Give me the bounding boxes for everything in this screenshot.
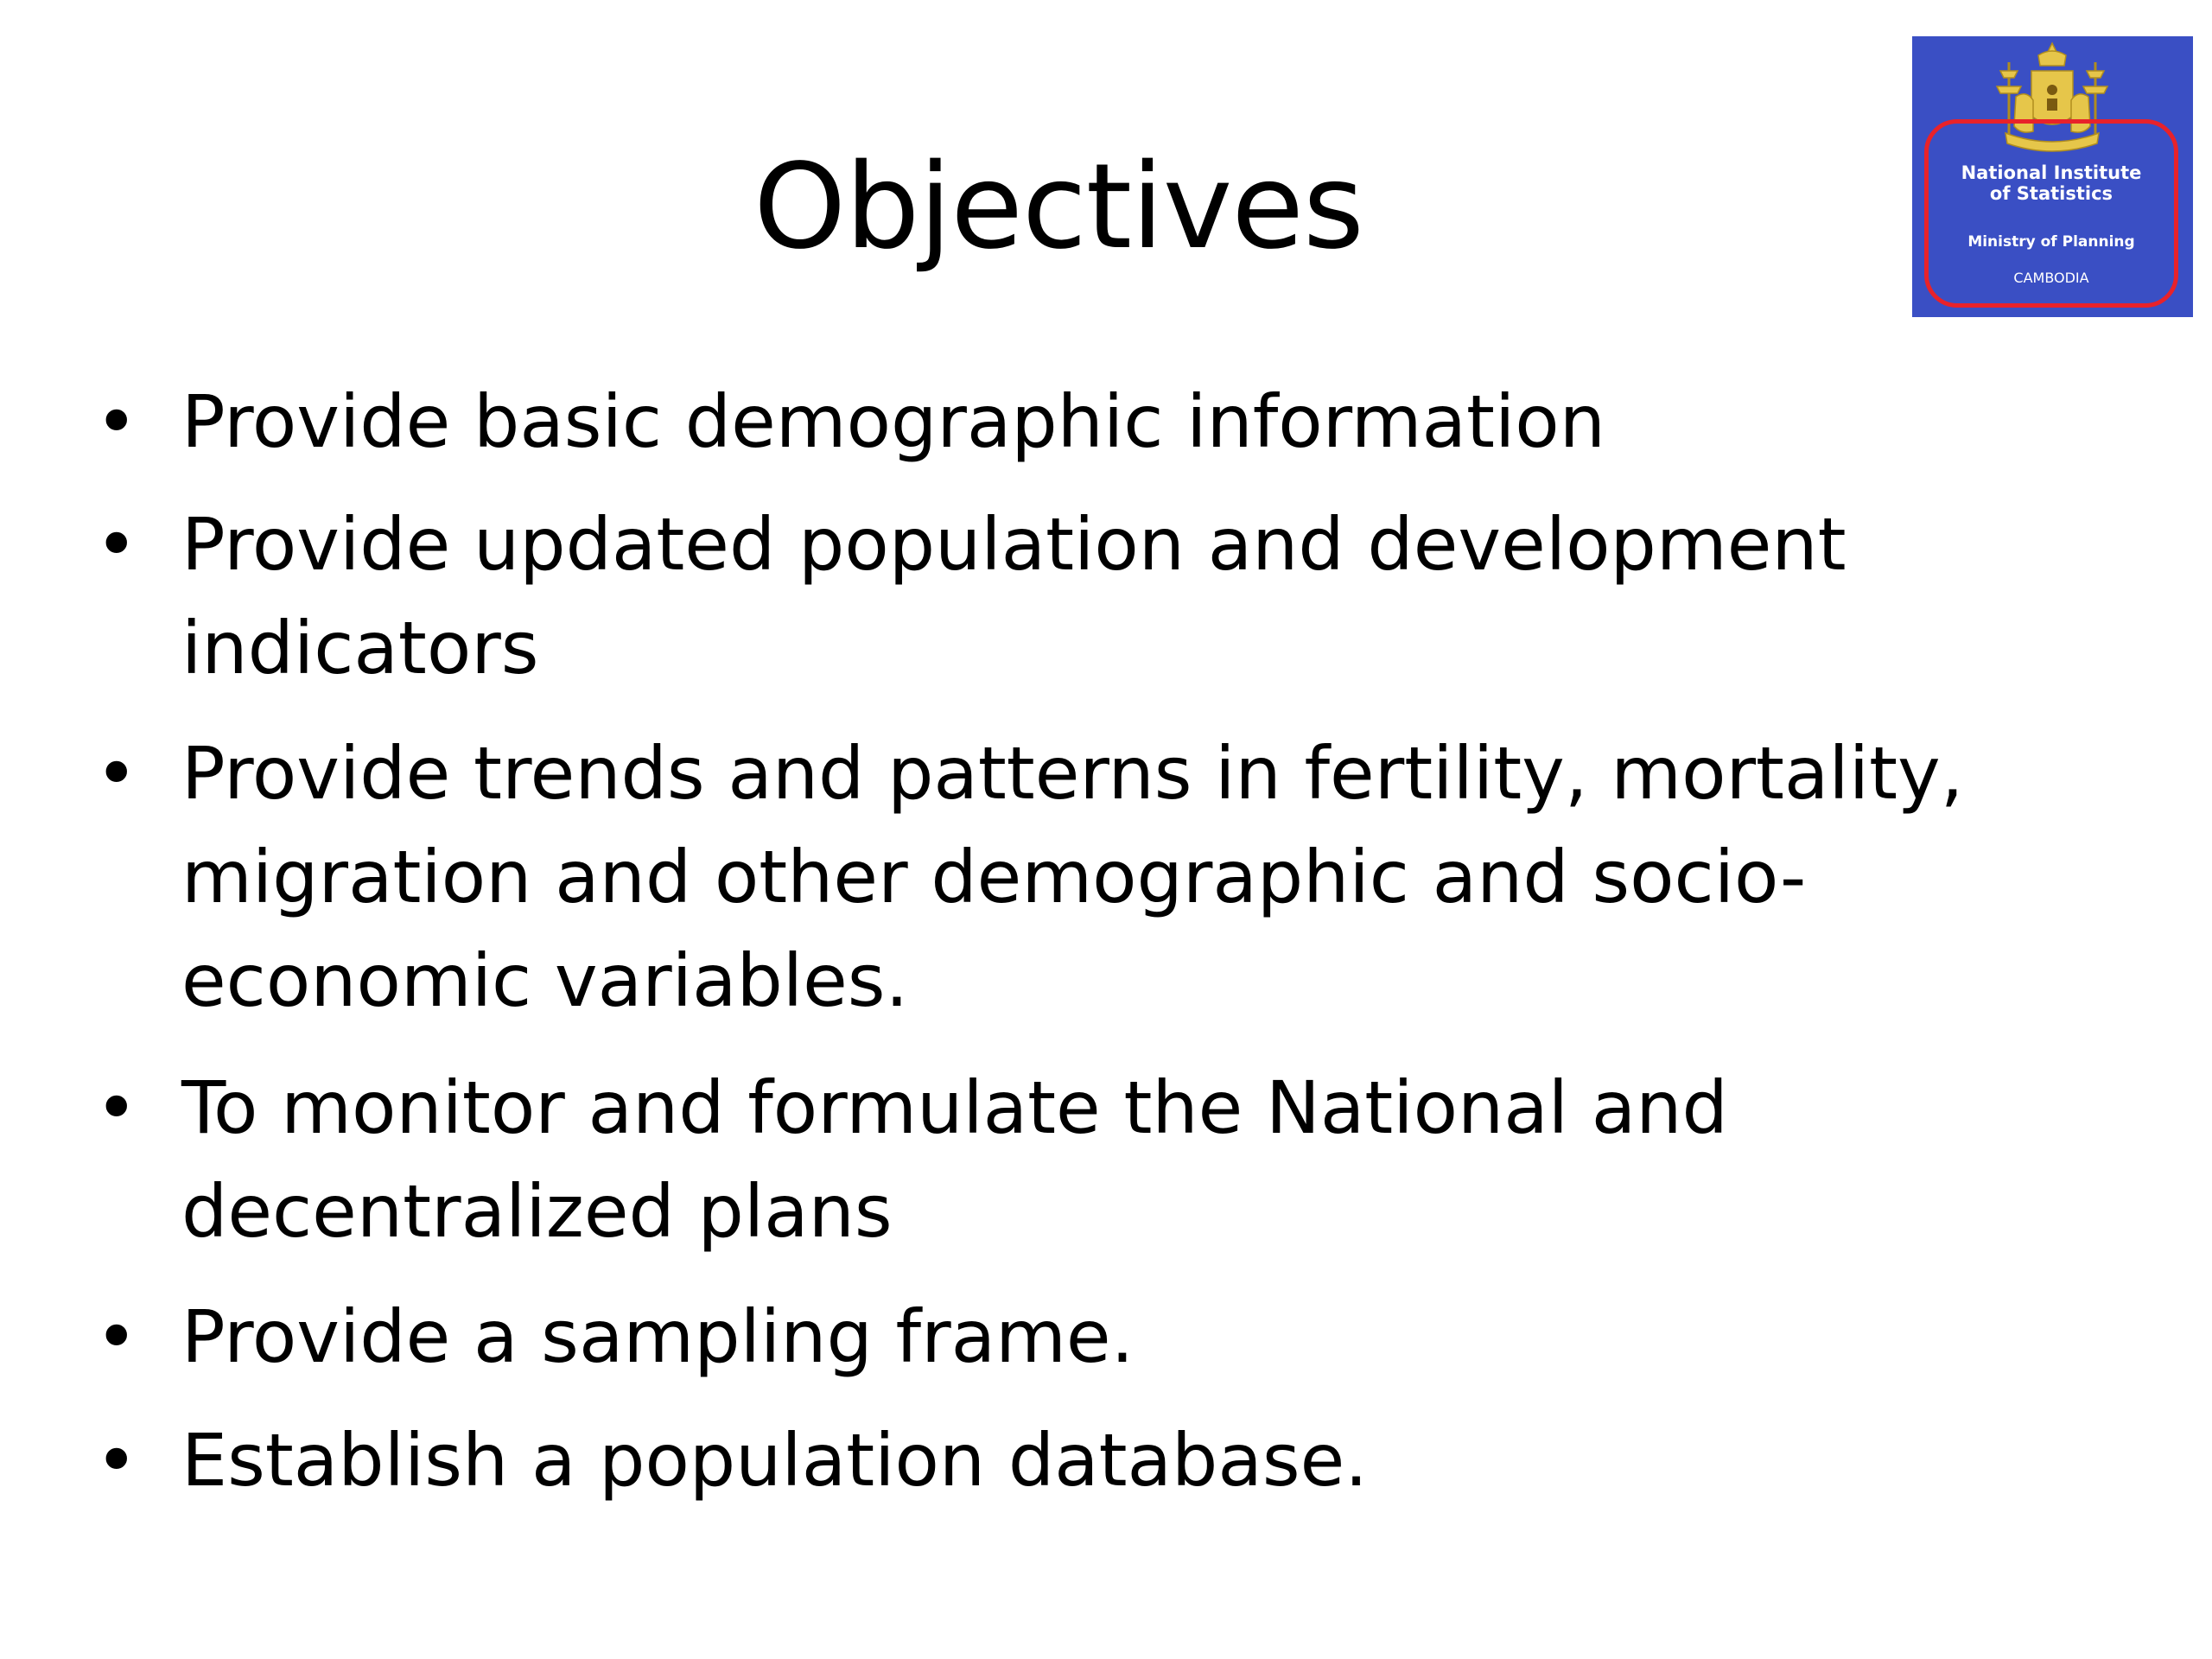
list-item-text: Provide a sampling frame. xyxy=(181,1294,1135,1379)
logo-text-ministry: Ministry of Planning xyxy=(1967,233,2135,251)
logo-text-statistics: of Statistics xyxy=(1989,183,2113,204)
logo-text-institute: National Institute xyxy=(1961,162,2142,183)
bullet-icon: • xyxy=(95,379,138,464)
bullet-icon: • xyxy=(95,1294,138,1379)
nis-logo xyxy=(1912,36,2193,317)
list-item xyxy=(95,493,2126,700)
bullet-icon: • xyxy=(95,1418,138,1503)
list-item xyxy=(95,721,2126,1033)
list-item-text: Provide basic demographic information xyxy=(181,379,1605,464)
list-item xyxy=(95,1285,2126,1389)
list-item-text: Establish a population database. xyxy=(181,1418,1368,1503)
list-item-text: To monitor and formulate the National and decentralized plans xyxy=(181,1065,1728,1254)
list-item xyxy=(95,1056,2126,1263)
list-item xyxy=(95,1408,2126,1512)
bullet-icon: • xyxy=(95,731,138,816)
bullet-icon: • xyxy=(95,1065,138,1150)
list-item-text: Provide updated population and development indicators xyxy=(181,502,1847,690)
list-item xyxy=(95,370,2126,474)
logo-text-country: CAMBODIA xyxy=(2013,270,2089,286)
slide-title: Objectives xyxy=(753,139,1363,276)
list-item-text: Provide trends and patterns in fertility, mortality, migration and other demographic and socio-economic variables. xyxy=(181,731,1964,1023)
bullet-icon: • xyxy=(95,502,138,587)
